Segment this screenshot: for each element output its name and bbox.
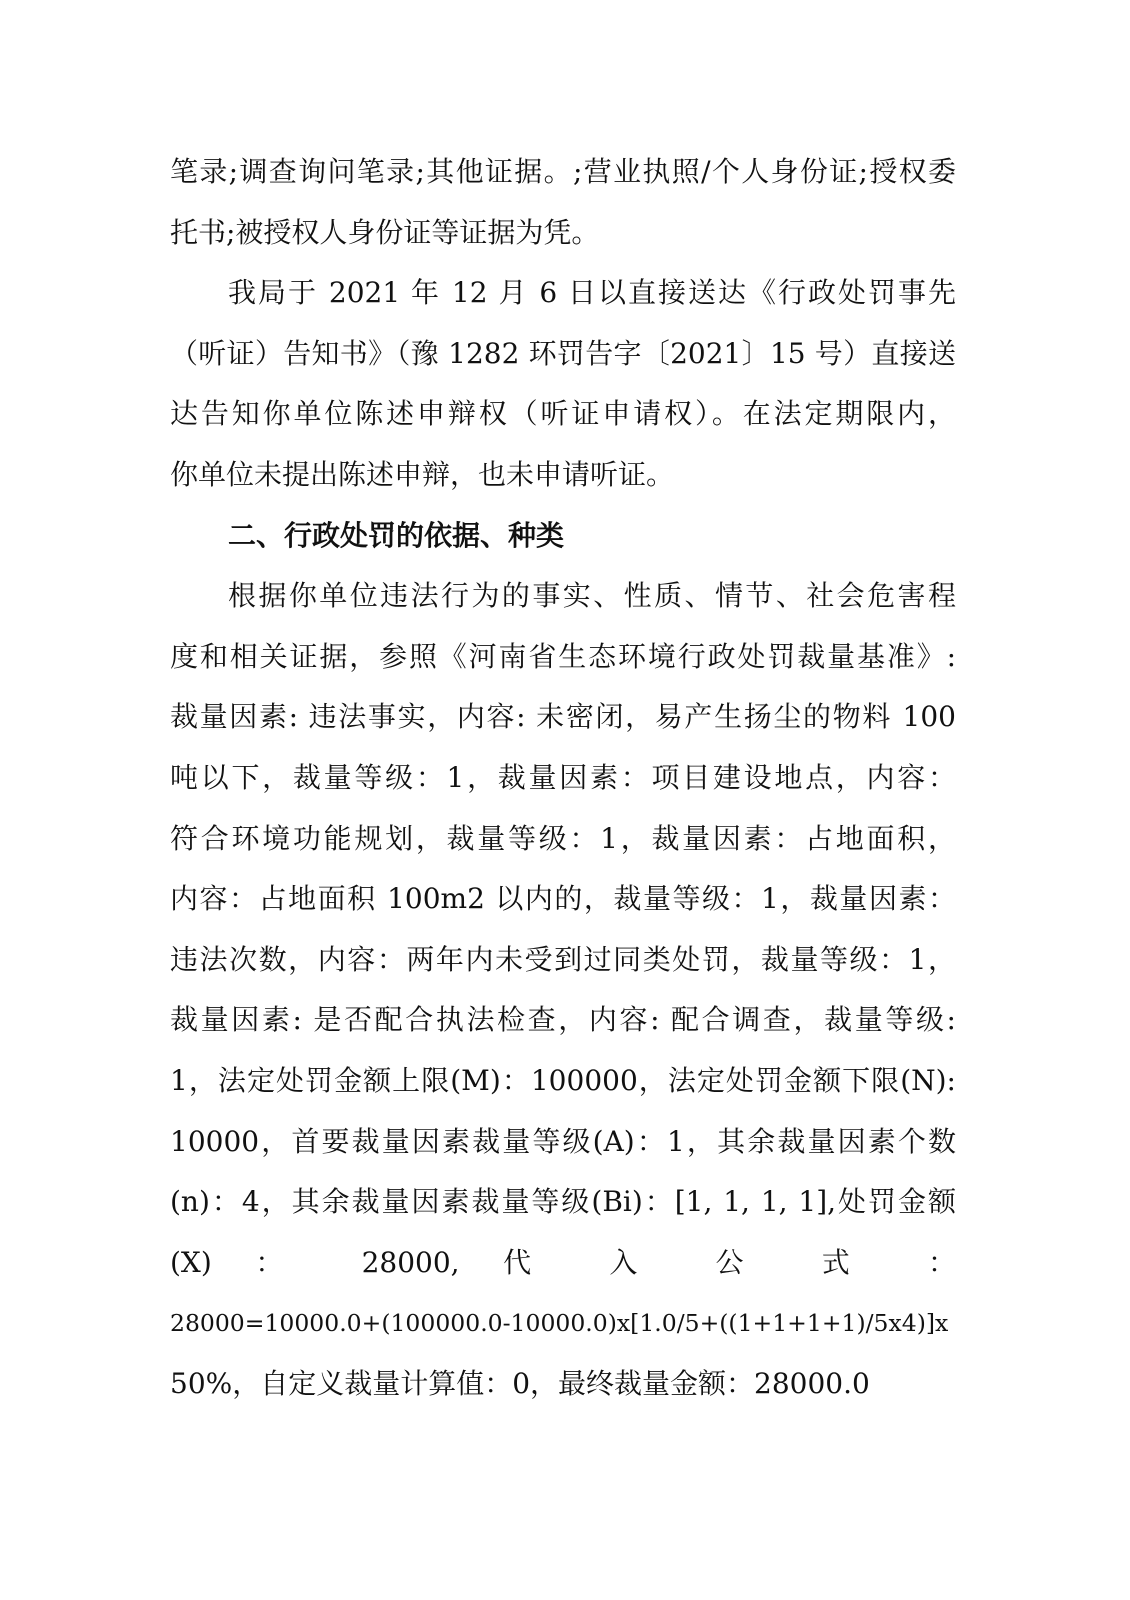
- text-line: （听证）告知书》（豫 1282 环罚告字〔2021〕15 号）直接送: [170, 336, 956, 370]
- text-line: 10000，首要裁量因素裁量等级(A)：1，其余裁量因素个数: [170, 1124, 956, 1158]
- text-line: 笔录;调查询问笔录;其他证据。;营业执照/个人身份证;授权委: [170, 155, 956, 188]
- text-line: 托书;被授权人身份证等证据为凭。: [170, 215, 600, 249]
- section-heading: 二、行政处罚的依据、种类: [228, 518, 565, 552]
- text-line: 吨以下，裁量等级：1，裁量因素：项目建设地点，内容：: [170, 760, 956, 794]
- text-line: 度和相关证据，参照《河南省生态环境行政处罚裁量基准》:: [170, 639, 956, 673]
- document-body: [170, 142, 956, 1414]
- paragraph-first-line: 我局于 2021 年 12 月 6 日以直接送达《行政处罚事先: [228, 276, 956, 310]
- text-line: 50%，自定义裁量计算值：0，最终裁量金额：28000.0: [170, 1366, 870, 1400]
- text-line: 裁量因素: 违法事实，内容: 未密闭，易产生扬尘的物料 100: [170, 700, 956, 734]
- text-line: 1，法定处罚金额上限(M)：100000，法定处罚金额下限(N):: [170, 1063, 956, 1097]
- text-line: 裁量因素: 是否配合执法检查，内容: 配合调查，裁量等级:: [170, 1003, 956, 1037]
- paragraph-first-line: 根据你单位违法行为的事实、性质、情节、社会危害程: [228, 579, 956, 613]
- text-line: 你单位未提出陈述申辩，也未申请听证。: [170, 457, 675, 491]
- formula-line: 28000=10000.0+(100000.0-10000.0)x[1.0/5+((1+1+1+1)/5x4)]x: [170, 1309, 949, 1338]
- text-line: 达告知你单位陈述申辩权（听证申请权）。在法定期限内，: [170, 397, 956, 431]
- text-line: 内容：占地面积 100m2 以内的，裁量等级：1，裁量因素：: [170, 882, 956, 916]
- text-line: 违法次数，内容：两年内未受到过同类处罚，裁量等级：1，: [170, 942, 956, 976]
- text-line: 符合环境功能规划，裁量等级：1，裁量因素：占地面积，: [170, 821, 956, 855]
- text-line: (n)：4，其余裁量因素裁量等级(Bi)：[1, 1, 1, 1],处罚金额: [170, 1185, 956, 1219]
- text-line: (X) ： 28000, 代 入 公 式 ：: [170, 1245, 956, 1279]
